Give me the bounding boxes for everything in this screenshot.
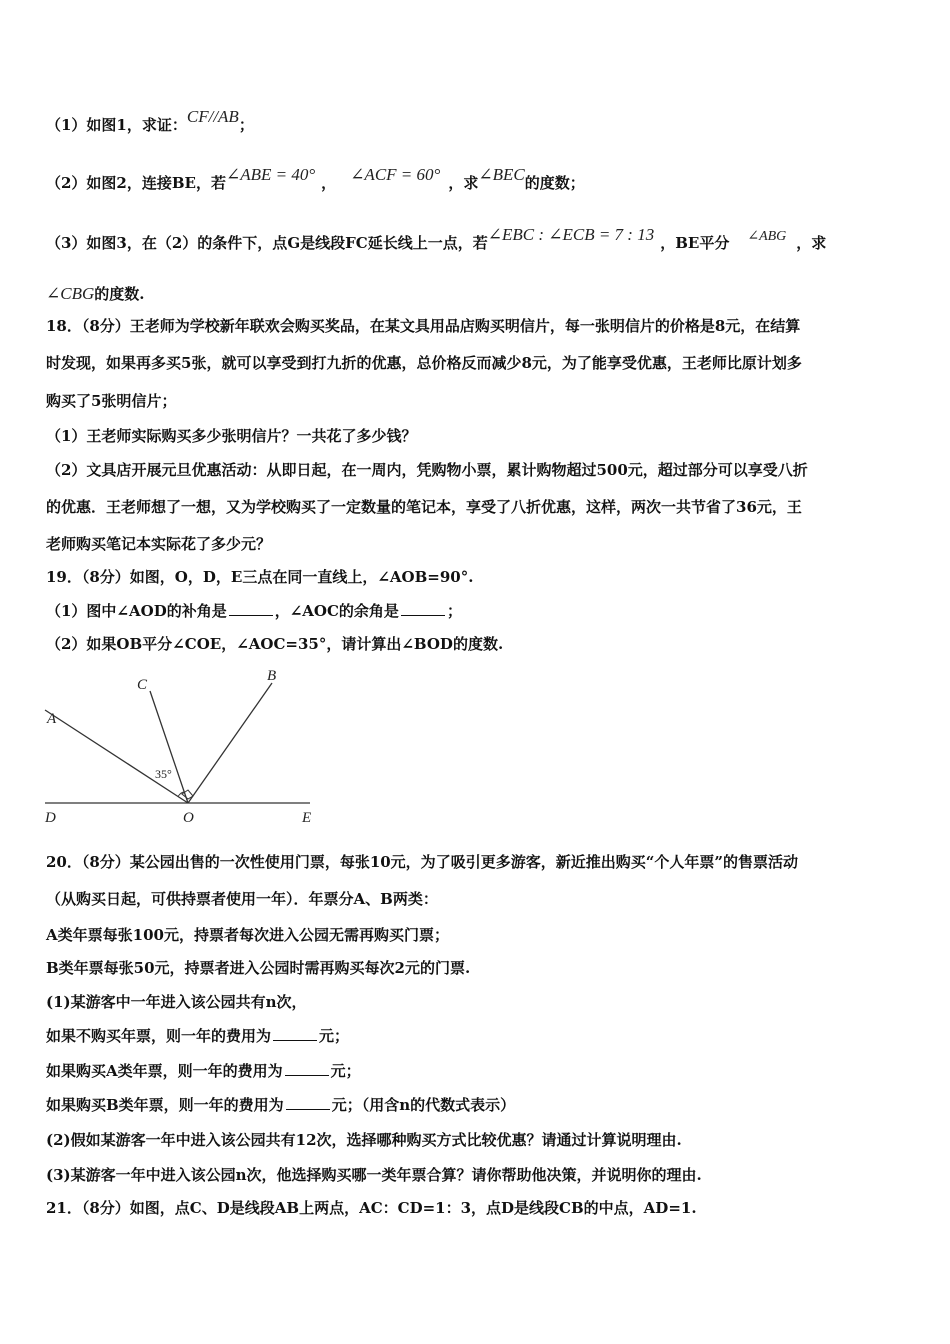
ray-oc — [150, 691, 188, 803]
q20-line6-b: 元； — [319, 1027, 350, 1045]
q20-line8-a: 如果购买B类年票，则一年的费用为 — [46, 1096, 284, 1114]
q17-part2-math-bec: ∠BEC — [478, 165, 525, 184]
label-a: A — [47, 711, 57, 727]
q17-part3-bisect: ，BE平分 — [660, 234, 730, 252]
q19-line1: 19．（8分）如图，O，D，E三点在同一直线上，∠AOB=90°. — [46, 568, 474, 586]
q17-part1-text: （1）如图1，求证： — [46, 116, 187, 134]
answer-blank — [273, 1026, 317, 1041]
q18-line4: （1）王老师实际购买多少张明信片？一共花了多少钱？ — [46, 427, 417, 445]
q20-line6-a: 如果不购买年票，则一年的费用为 — [46, 1027, 272, 1045]
answer-blank — [285, 1061, 329, 1076]
q20-line8-b: 元；（用含n的代数式表示） — [331, 1096, 516, 1114]
q21-line1: 21．（8分）如图，点C、D是线段AB上两点，AC：CD=1：3，点D是线段CB的中点，AD=1. — [46, 1199, 697, 1217]
q20-line4: B类年票每张50元，持票者进入公园时需再购买每次2元的门票. — [46, 959, 471, 977]
ray-oa — [45, 710, 188, 803]
q20-line8 — [46, 1095, 515, 1115]
q17-part3-math-ratio: ∠EBC : ∠ECB = 7 : 13 — [487, 225, 655, 244]
label-e: E — [302, 810, 312, 826]
q20-line6 — [46, 1026, 349, 1046]
q17-part3-cont-text: 的度数. — [94, 285, 145, 303]
q17-part2-text: （2）如图2，连接BE，若 — [46, 174, 226, 192]
q17-part2-comma: ， — [321, 174, 337, 192]
q19-line2-b: ，∠AOC的余角是 — [274, 602, 399, 620]
q17-part3-math-cbg: ∠CBG — [46, 284, 95, 303]
answer-blank — [401, 601, 445, 616]
ray-ob — [188, 683, 272, 803]
q17-part3-ask: ，求 — [796, 234, 827, 252]
q20-line3: A类年票每张100元，持票者每次进入公园无需再购买门票； — [46, 926, 449, 944]
q20-line7 — [46, 1061, 361, 1081]
q18-line3: 购买了5张明信片； — [46, 392, 177, 410]
q19-line3: （2）如果OB平分∠COE，∠AOC=35°，请计算出∠BOD的度数. — [46, 635, 504, 653]
q17-part1 — [46, 107, 254, 135]
answer-blank — [229, 601, 273, 616]
q19-line2 — [46, 601, 462, 621]
q17-part1-math: CF//AB — [186, 107, 239, 126]
label-b: B — [267, 668, 277, 684]
q17-part2-end: 的度数； — [524, 174, 585, 192]
q20-line5: (1)某游客中一年进入该公园共有n次， — [46, 993, 307, 1011]
q17-part1-end: ； — [238, 116, 254, 134]
q17-part2-math-acf: ∠ACF = 60° — [350, 165, 441, 184]
q20-line7-a: 如果购买A类年票，则一年的费用为 — [46, 1062, 283, 1080]
q19-figure — [40, 665, 340, 840]
label-d: D — [45, 810, 56, 826]
q20-line7-b: 元； — [330, 1062, 361, 1080]
label-c: C — [137, 677, 148, 693]
q18-line1: 18．（8分）王老师为学校新年联欢会购买奖品，在某文具用品店购买明信片，每一张明信片的价格是8元，在结算 — [46, 317, 801, 335]
label-angle-35: 35° — [155, 767, 172, 781]
q17-part3 — [46, 225, 827, 255]
q20-line1: 20．（8分）某公园出售的一次性使用门票，每张10元，为了吸引更多游客，新近推出购买“个人年票”的售票活动 — [46, 853, 798, 871]
q19-line2-c: ； — [446, 602, 462, 620]
q18-line7: 老师购买笔记本实际花了多少元？ — [46, 535, 272, 553]
q18-line6: 的优惠．王老师想了一想，又为学校购买了一定数量的笔记本，享受了八折优惠，这样，两次一共节省了36元，王 — [46, 498, 802, 516]
q17-part2 — [46, 165, 585, 193]
answer-blank — [286, 1095, 330, 1110]
q20-line9: (2)假如某游客一年中进入该公园共有12次，选择哪种购买方式比较优惠？请通过计算说明理由. — [46, 1131, 682, 1149]
q17-part3-text: （3）如图3，在（2）的条件下，点G是线段FC延长线上一点，若 — [46, 234, 488, 252]
q18-line2: 时发现，如果再多买5张，就可以享受到打九折的优惠，总价格反而减少8元，为了能享受优惠，王老师比原计划多 — [46, 354, 802, 372]
q20-line2: （从购买日起，可供持票者使用一年）．年票分A、B两类： — [46, 890, 438, 908]
q17-part2-ask: ，求 — [448, 174, 479, 192]
q17-part3-cont — [46, 284, 144, 304]
label-o: O — [183, 810, 194, 826]
q19-line2-a: （1）图中∠AOD的补角是 — [46, 602, 227, 620]
q17-part3-math-abg: ∠ABG — [747, 229, 787, 244]
q20-line10: (3)某游客一年中进入该公园n次，他选择购买哪一类年票合算？请你帮助他决策，并说明你的理由. — [46, 1166, 702, 1184]
q18-line5: （2）文具店开展元旦优惠活动：从即日起，在一周内，凭购物小票，累计购物超过500元，超过部分可以享受八折 — [46, 461, 808, 479]
q17-part2-math-abe: ∠ABE = 40° — [226, 165, 316, 184]
